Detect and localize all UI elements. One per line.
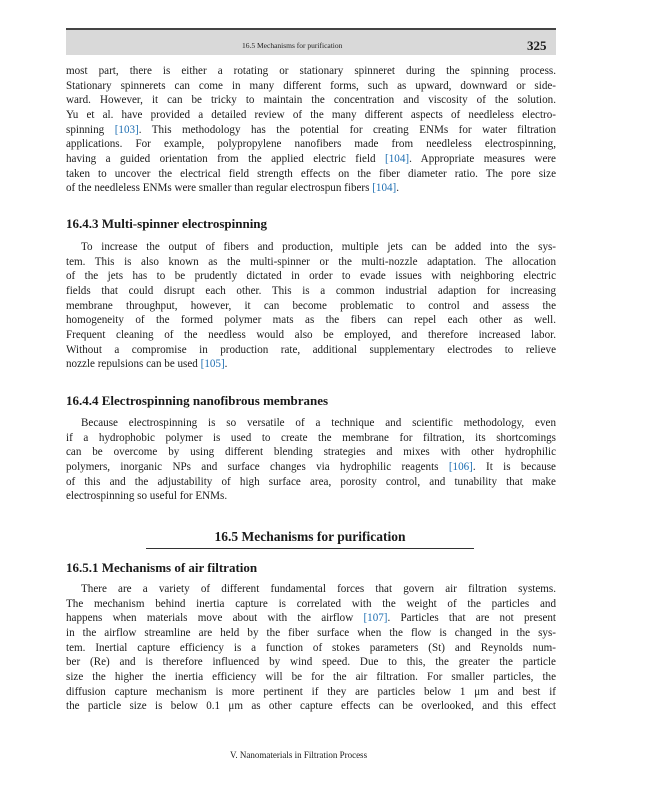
- text-line: Stationary spinnerets can come in many different forms, such as upward, downward or side-: [66, 79, 556, 92]
- subsection-heading-16-4-4: 16.4.4 Electrospinning nanofibrous membranes: [66, 393, 329, 408]
- text-line: of this and the adjustability of high surface area, porosity control, and tunability that make: [66, 475, 556, 488]
- text-line: membrane throughput, however, it can become problematic to control and assess the: [66, 299, 556, 312]
- text-line: can be overcome by using different blending strategies and mixes with other hydrophilic: [66, 446, 556, 459]
- citation-link[interactable]: [104]: [385, 152, 410, 165]
- citation-link[interactable]: [105]: [200, 358, 225, 371]
- section-heading-16-5: 16.5 Mechanisms for purification: [214, 529, 406, 544]
- page-number: 325: [527, 38, 547, 53]
- text-line: tem. Inertial capture efficiency is a function of stokes parameters (St) and Reynolds num-: [66, 641, 556, 654]
- text-line: Because electrospinning is so versatile of a technique and scientific methodology, even: [81, 417, 556, 429]
- text-line: Frequent cleaning of the needless would also be employed, and therefore increased labor.: [66, 328, 556, 341]
- text-line: happens when materials move about with the airflow [107]. Particles that are not present: [66, 612, 556, 625]
- citation-link[interactable]: [103]: [114, 123, 139, 136]
- electrospinning-membranes-paragraph: [66, 416, 556, 504]
- subsection-heading-16-5-1: 16.5.1 Mechanisms of air filtration: [66, 560, 258, 575]
- text-line: in the airflow streamline are held by the fiber surface when the flow is changed in the sys-: [66, 626, 556, 639]
- text-line: most part, there is either a rotating or stationary spinneret during the spinning process.: [66, 65, 556, 77]
- citation-link[interactable]: [107]: [363, 612, 388, 625]
- text-line: of the jets has to be prudently dictated in order to evade issues with neighboring electric: [66, 270, 556, 283]
- citation-link[interactable]: [104]: [372, 182, 397, 195]
- text-line: spinning [103]. This methodology has the potential for creating ENMs for water filtration: [66, 123, 556, 136]
- text-line: Without a compromise in production rate, additional supplementary electrodes to relieve: [66, 343, 556, 356]
- multi-spinner-paragraph: [66, 240, 556, 372]
- text-line: having a guided orientation from the applied electric field [104]. Appropriate measures were: [66, 152, 556, 165]
- text-line: of the needleless ENMs were smaller than regular electrospun fibers [104].: [66, 182, 400, 195]
- text-line: polymers, inorganic NPs and surface changes via hydrophilic reagents [106]. It is because: [66, 460, 556, 473]
- text-line: The mechanism behind inertia capture is correlated with the weight of the particles and: [66, 597, 556, 610]
- text-line: ber (Re) and is therefore influenced by wind speed. Due to this, the greater the particle: [66, 656, 556, 669]
- text-line: homogeneity of the formed polymer mats as the fibers can repel each other as well.: [66, 314, 556, 327]
- citation-link[interactable]: [106]: [448, 460, 473, 473]
- section-heading-rule: [146, 548, 474, 549]
- air-filtration-paragraph: [66, 582, 556, 714]
- text-line: There are a variety of different fundamental forces that govern air filtration systems.: [81, 583, 556, 595]
- page-footer: V. Nanomaterials in Filtration Process: [230, 750, 368, 760]
- text-line: the particle size is below 0.1 μm as other capture effects can be overlooked, and this effect: [66, 700, 556, 713]
- text-line: tem. This is also known as the multi-spinner or the multi-nozzle adaptation. The allocation: [66, 255, 556, 268]
- text-line: ward. However, it can be tricky to maintain the concentration and viscosity of the solution.: [66, 94, 556, 107]
- intro-paragraph: [66, 64, 556, 196]
- text-line: nozzle repulsions can be used [105].: [66, 358, 228, 371]
- text-line: applications. For example, polypropylene nanofibers made from needleless electrospinning,: [66, 138, 556, 151]
- text-line: size the higher the inertia efficiency will be for the air filtration. For smaller particles, the: [66, 670, 556, 683]
- text-line: if a hydrophobic polymer is used to create the membrane for filtration, its shortcomings: [66, 431, 556, 444]
- text-line: To increase the output of fibers and production, multiple jets can be added into the sys-: [81, 241, 556, 253]
- text-line: taken to uncover the electrical field strength effects on the fiber diameter ratio. The pore size: [66, 167, 556, 180]
- text-line: Yu et al. have provided a detailed review of the many different aspects of needleless electro-: [66, 108, 556, 121]
- text-line: electrospinning so useful for ENMs.: [66, 490, 228, 503]
- text-line: diffusion capture mechanism is more pertinent if they are particles below 1 μm and best if: [66, 685, 556, 698]
- subsection-heading-16-4-3: 16.4.3 Multi-spinner electrospinning: [66, 216, 268, 231]
- running-head: 16.5 Mechanisms for purification: [242, 41, 343, 50]
- text-line: fields that could disrupt each other. This is a common industrial adaption for increasing: [66, 284, 556, 297]
